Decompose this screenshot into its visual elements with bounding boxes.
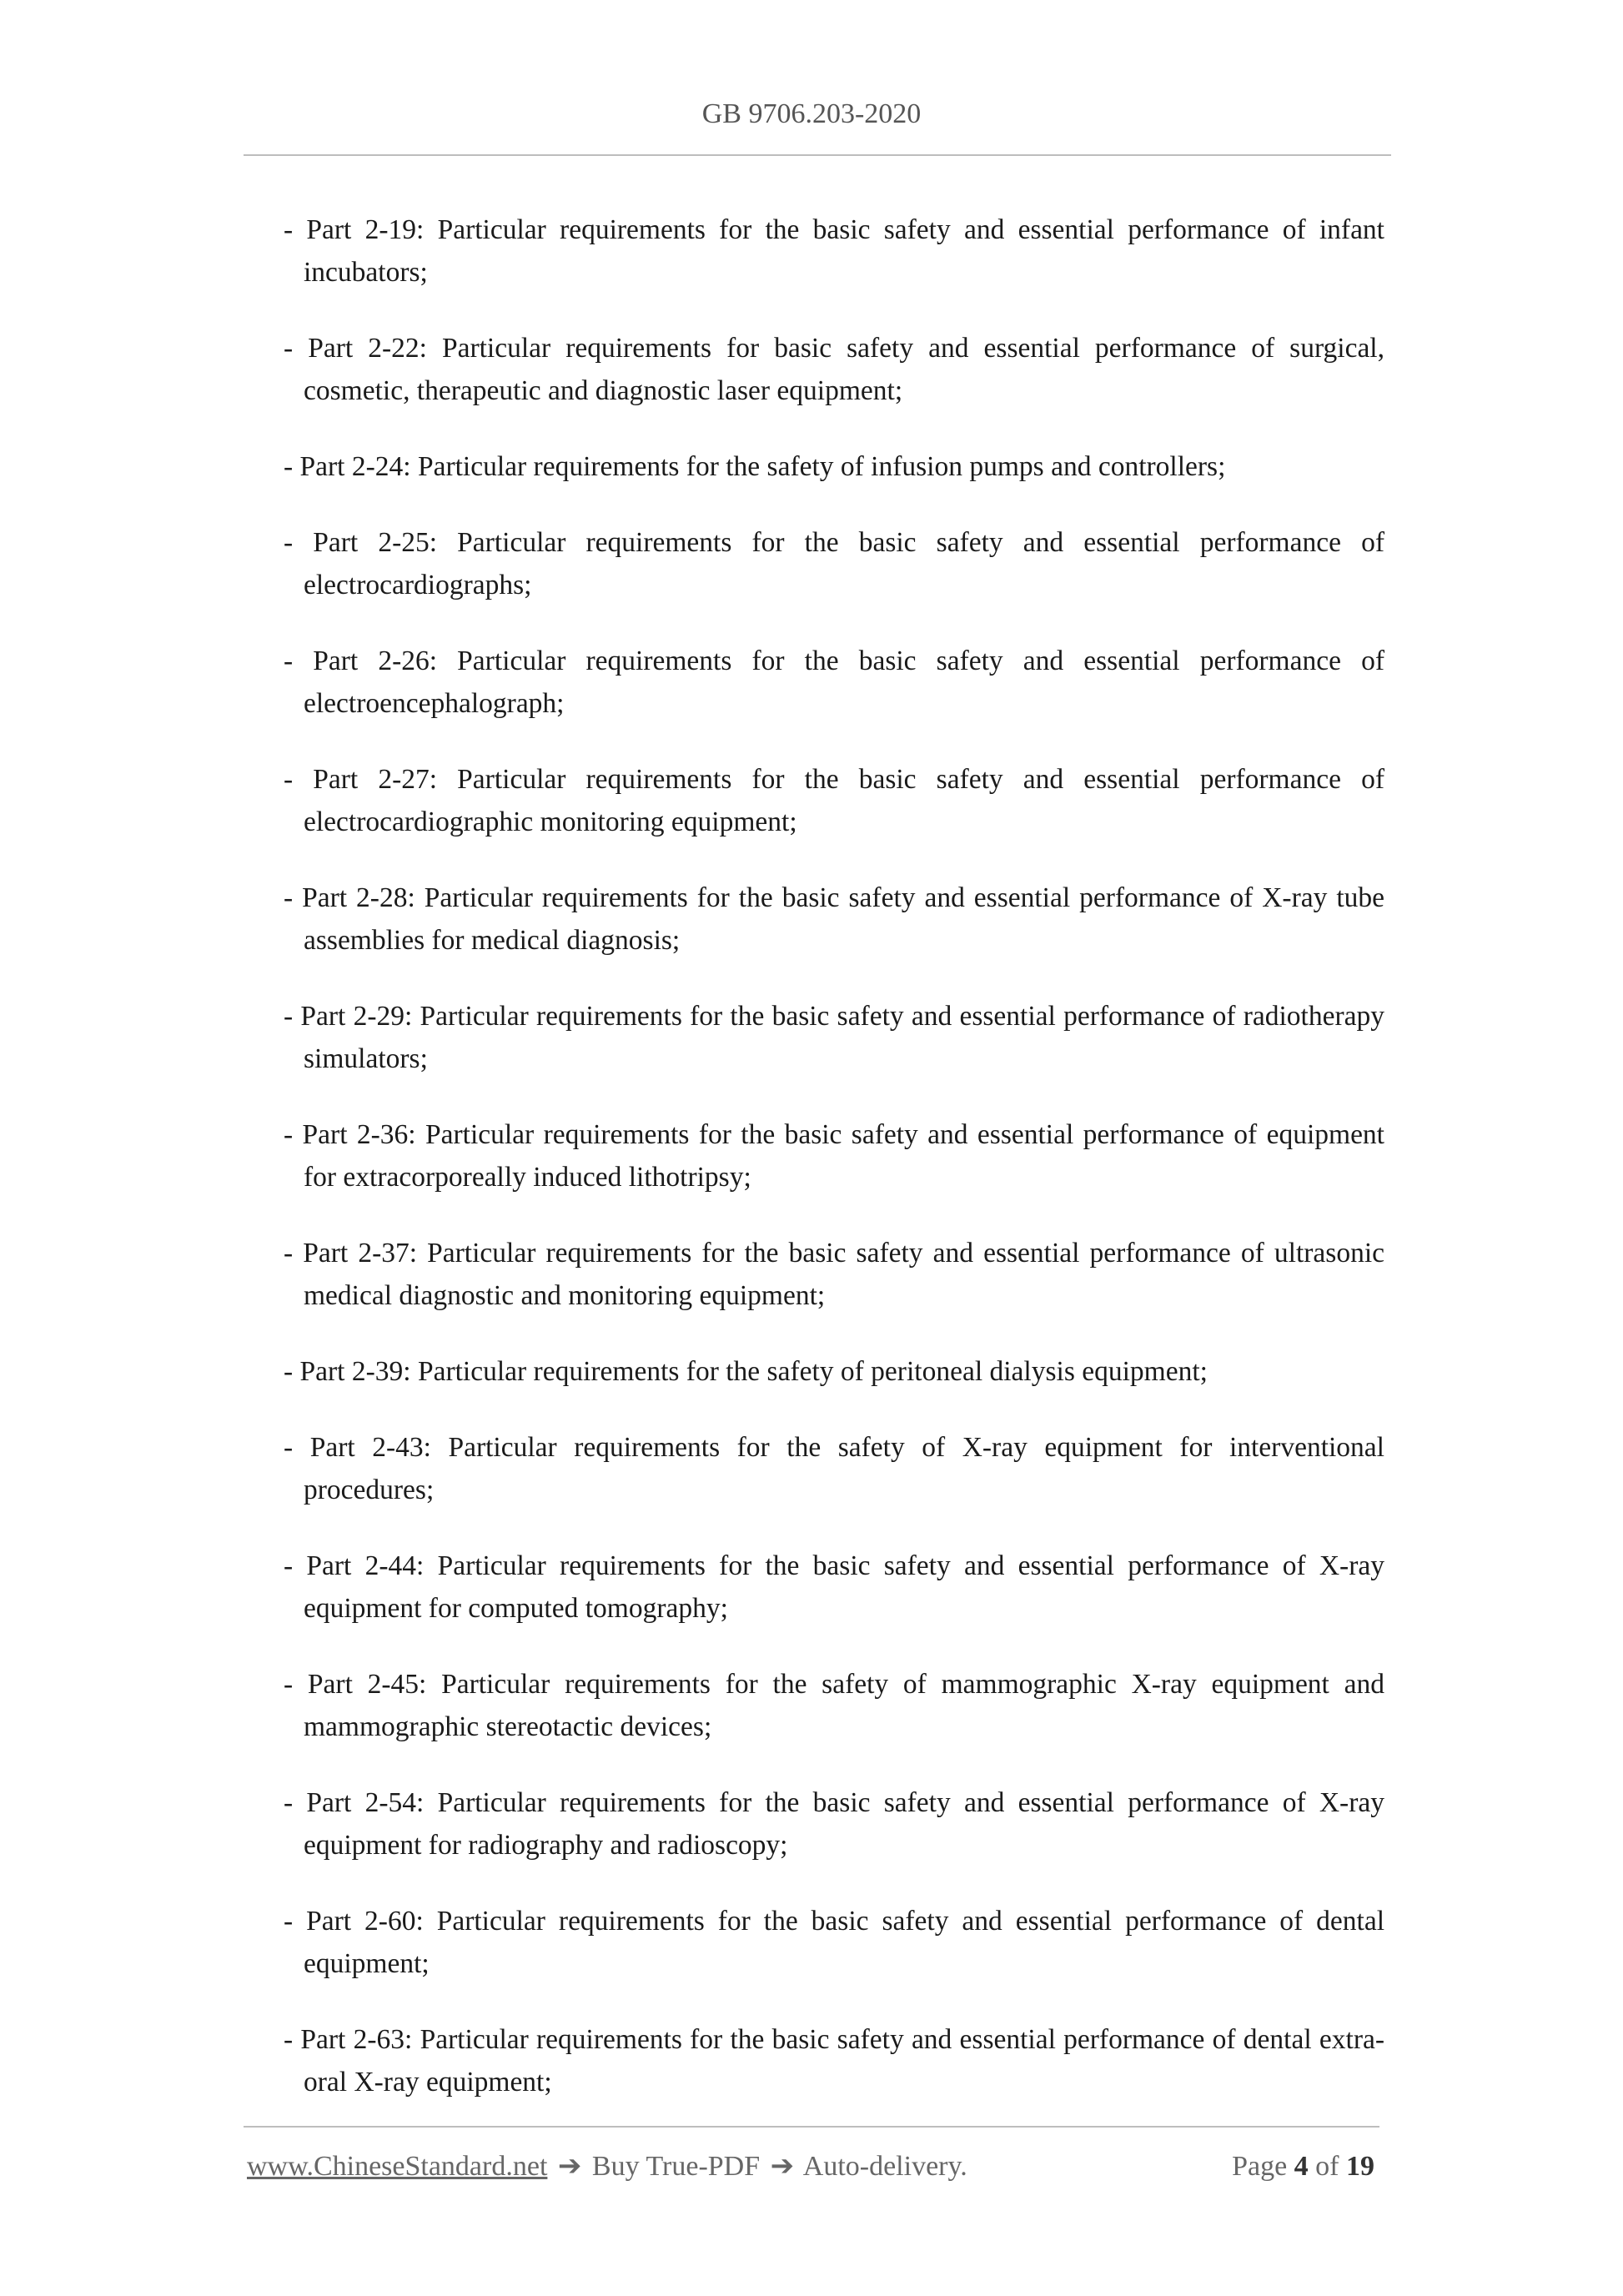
page-current: 4 — [1294, 2151, 1309, 2182]
page-label: Page — [1232, 2151, 1288, 2182]
list-item: - Part 2-45: Particular requirements for the safety of mammographic X-ray equipment and mammographic stereotactic devices; — [284, 1669, 1384, 1742]
website-link[interactable]: www.ChineseStandard.net — [247, 2151, 548, 2182]
list-item: - Part 2-63: Particular requirements for the basic safety and essential performance of dental extra-oral X-ray equipment; — [284, 2024, 1384, 2098]
buy-text: Buy True-PDF — [591, 2151, 761, 2182]
list-item: - Part 2-27: Particular requirements for the basic safety and essential performance of electrocardiographic monitoring equipment; — [284, 764, 1384, 837]
footer-promo — [247, 2148, 967, 2185]
page-number — [1232, 2148, 1374, 2185]
list-item: - Part 2-37: Particular requirements for the basic safety and essential performance of ultrasonic medical diagnostic and monitoring equipment; — [284, 1238, 1384, 1311]
list-item: - Part 2-36: Particular requirements for the basic safety and essential performance of equipment for extracorporeally induced lithotripsy; — [284, 1119, 1384, 1193]
list-item: - Part 2-28: Particular requirements for the basic safety and essential performance of X-ray tube assemblies for medical diagnosis; — [284, 882, 1384, 956]
page-of: of — [1315, 2151, 1339, 2182]
list-item: - Part 2-54: Particular requirements for the basic safety and essential performance of X-ray equipment for radiography and radioscopy; — [284, 1787, 1384, 1861]
list-item: - Part 2-19: Particular requirements for the basic safety and essential performance of infant incubators; — [284, 214, 1384, 288]
list-item: - Part 2-43: Particular requirements for the safety of X-ray equipment for interventional procedures; — [284, 1432, 1384, 1505]
list-item: - Part 2-24: Particular requirements for the safety of infusion pumps and controllers; — [284, 451, 1226, 482]
arrow-right-icon: ➔ — [557, 2151, 582, 2182]
list-item: - Part 2-26: Particular requirements for the basic safety and essential performance of electroencephalograph; — [284, 646, 1384, 719]
header-divider — [244, 154, 1391, 156]
arrow-right-icon: ➔ — [770, 2151, 795, 2182]
list-item: - Part 2-29: Particular requirements for the basic safety and essential performance of radiotherapy simulators; — [284, 1001, 1384, 1074]
list-item: - Part 2-25: Particular requirements for the basic safety and essential performance of electrocardiographs; — [284, 527, 1384, 600]
list-item: - Part 2-44: Particular requirements for the basic safety and essential performance of X-ray equipment for computed tomography; — [284, 1550, 1384, 1624]
list-item: - Part 2-39: Particular requirements for the safety of peritoneal dialysis equipment; — [284, 1356, 1208, 1387]
footer-divider — [244, 2126, 1379, 2128]
page-header-title: GB 9706.203-2020 — [701, 98, 922, 129]
delivery-text: Auto-delivery. — [802, 2151, 967, 2182]
page-footer — [247, 2148, 1383, 2185]
page-total: 19 — [1346, 2151, 1374, 2182]
document-body — [284, 208, 1384, 2137]
list-item: - Part 2-22: Particular requirements for basic safety and essential performance of surgical, cosmetic, therapeutic and diagnostic laser equipment; — [284, 333, 1384, 406]
list-item: - Part 2-60: Particular requirements for the basic safety and essential performance of dental equipment; — [284, 1906, 1384, 1979]
